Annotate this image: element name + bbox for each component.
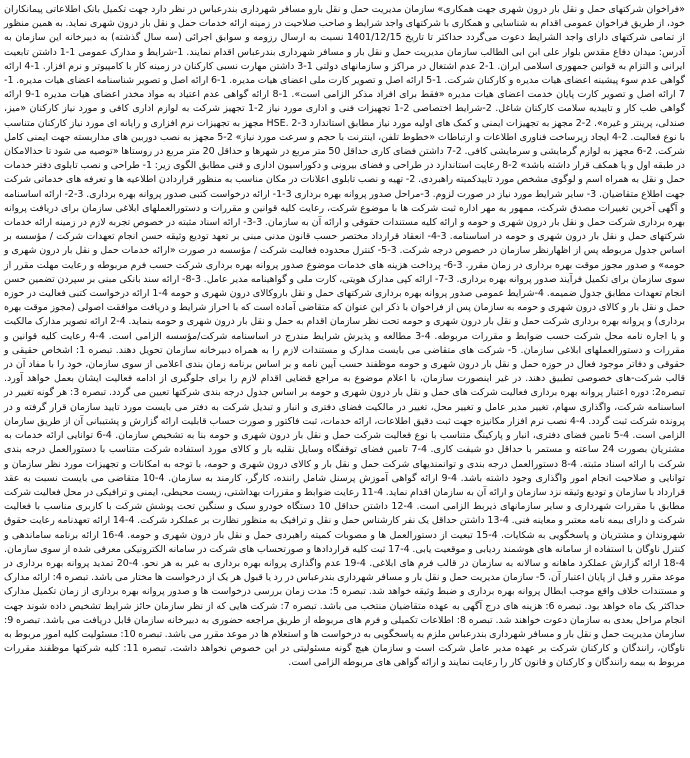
notice-body-text: «فراخوان شرکتهای حمل و نقل بار درون شهری جهت همکاری» سازمان مدیریت حمل و نقل بارو مسافر شهرداری بندرعباس در نظر دارد جهت تکمیل بانک اطلاعاتی پیمانکاران خود، از طریق فراخوان عمومی اقدام به شناسایی و همکاری با شرکتهای واجد شرایط و صاحب صلاحیت در زمینه ارائه خدمات حمل و نقل بار درون شهری نماید. به همین منظور از تمامی شرکتهای دارای واجد الشرایط دعوت می‌گردد حداکثر تا تاریخ 1401/12/15 نسبت به ارسال رزومه و سوابق اجرائی (سه سال گذشته) به دبیرخانه این سازمان به آدرس: میدان دفاع مقدس بلوار علی ابن ابی الطالب سازمان مدیریت حمل و نقل بار و مسافر شهرداری بندرعباس اقدام نمایند. 1-شرایط و مدارک عمومی 1-1 داشتن تابعیت ایرانی و التزام به قوانین جمهوری اسلامی ایران. 1-2 عدم اشتغال در مراکز و سازمانهای دولتی 1-3 داشتن مهارت نسبی کارکنان در زمینه کار با کامپیوتر و نرم افزار. 1-4 ارائه گواهی عدم سوء پیشینه اعضای هیات مدیره و کارکنان شرکت. 1-5 ارائه اصل و تصویر کارت ملی اعضای هیات مدیره. 1-6 ارائه اصل و تصویر شناسنامه اعضای هیات مدیره. 1-7 ارائه اصل و تصویر کارت پایان خدمت اعضای هیات مدیره «فقط برای افراد مذکر الزامی است». 1-8 ارائه گواهی عدم اعتیاد به مواد مخدر اعضای هیات مدیره 1-9 ارائه گواهی طب کار و تاییدیه سلامت کارکنان شاغل. 2-شرایط اختصاصی 2-1 تجهیزات فنی و اداری مورد نیاز 2-1 تجهیز شرکت به لوازم اداری کافی و مورد نیاز کارکنان «میز، صندلی، پرینتر و غیره». 2-2 مجهز به تجهیزات ایمنی و کمک های اولیه مورد نیاز مطابق استاندارد HSE. 2-3 مجهز به تجهیزات نرم افزاری و رایانه ای مورد نیاز کارکنان متناسب با نوع فعالیت. 2-4 ایجاد زیرساخت فناوری اطلاعات و ارتباطات «خطوط تلفن، اینترنت با حجم و سرعت مورد نیاز» 2-5 مجهز به نصب دوربین های مداربسته جهت ایمنی کامل شرکت. 2-6 مجهز به لوازم گرمایشی و سرمایشی کافی. 2-7 داشتن فضای کاری حداقل 50 متر مربع در شهرها و حداقل 20 متر مربع در روستاها «توصیه می شود تا حدالامکان در طبقه اول و یا همکف قرار داشته باشد» 2-8 رعایت استاندارد در طراحی و فضای بیرونی و دکوراسیون اداری و فنی مطابق الگوی زیر: 1- طراحی و نصب تابلوی دفتر خدمات حمل و نقل به همراه اسم و لوگوی مشخص مورد تاییدکمیته راهبردی. 2- تهیه و نصب تابلوی اعلانات در مکان مناسب به منظور قراردادن اطلاعیه ها و تعرفه های خدماتی شرکت جهت اطلاع متقاضیان. 3- سایر شرایط مورد نیاز در صورت لزوم. 3-مراحل صدور پروانه بهره برداری 3-1- ارائه درخواست کتبی صدور پروانه بهره برداری. 3-2- ارائه اساسنامه و آگهی آخرین تغییرات مصدق شرکت، ممهور به مهر اداره ثبت شرکت ها با موضوع شرکت، رعایت کلیه قوانین و مقررات و دستورالعملهای ابلاغی سازمان برای دریافت پروانه بهره برداری شرکت حمل و نقل بار درون شهری و حومه و ارائه کلیه مستندات حقوقی و ارائه آن به سازمان. 3-3- ارائه اسناد مثبته در خصوص تجربه لازم در زمینه ارائه خدمات شرکتهای حمل و نقل بار درون شهری و حومه در اساسنامه. 3-4- انعقاد قرارداد مختصر حسب قانون مدنی مبنی بر تعهد تودیع وثیقه حسن انجام تعهدات شرکت / مؤسسه بر اساس جدول مربوطه پس از اظهارنظر سازمان در خصوص درجه شرکت. 3-5- کنترل محدوده فعالیت شرکت / مؤسسه در صورت «ارائه خدمات حمل و نقل بار درون شهری و حومه» و صدور مجوز موقت بهره برداری در زمان مقرر. 3-6- پرداخت هزینه های خدمات موضوع صدور پروانه بهره برداری شرکت حسب فرم مربوطه و رعایت مهلت مقرر از سوی سازمان برای تکمیل فرآیند صدور پروانه بهره برداری. 3-7- ارائه کپی مدارک هویتی، کارت ملی و گواهینامه مدیر عامل. 3-8- ارائه سند بانکی مبنی بر سپردن تضمین حسن انجام تعهدات مطابق جدول ضمیمه. 4-شرایط عمومی صدور پروانه بهره برداری شرکتهای حمل و نقل باروکالای درون شهری و حومه 4-1 ارائه درخواست کتبی فعالیت در حوزه حمل و نقل بار و کالای درون شهری و حومه به سازمان پس از فراخوان با ذکر این عنوان که متقاضی آماده است که با احراز شرایط و دریافت موافقت اصولی (مجوز موقت بهره برداری) و پروانه بهره برداری شرکت حمل و نقل بار درون شهری و حومه تحت نظر سازمان اقدام به حمل و نقل بار درون شهری و حومه بنماید. 4-2 ارائه تصویر مدارک مالکیت و یا اجاره نامه محل شرکت حسب ضوابط و مقررات مربوطه. 4-3 مطالعه و پذیرش شرایط مندرج در اساسنامه شرکت/مؤسسه الزامی است. 4-4 رعایت کلیه قوانین و مقررات و دستورالعملهای ابلاغی سازمان. 5- شرکت های متقاضی می بایست مدارک و مستندات لازم را به همراه دبیرخانه سازمان تحویل دهند. تبصره 1: اشخاص حقیقی و حقوقی و دفاتر موجود فعال در حوزه حمل و نقل بار درون شهری و حومه موظفند حسب آیین نامه و بر اساس برنامه زمان بندی اعلامی از سوی سازمان، خود را با مفاد آن در قالب شرکت-های خصوصی تطبیق دهند. در غیر اینصورت سازمان، با اعلام موضوع به مراجع قضایی اقدام لازم را برای جلوگیری از ادامه فعالیت ایشان بعمل خواهد آورد. تبصره2: دوره اعتبار پروانه بهره برداری فعالیت شرکت های حمل و نقل بار درون شهری و حومه بر اساس جدول درجه بندی شرکتها تعیین می گردد. تبصره 3: هر گونه تغییر در اساسنامه شرکت، واگذاری سهام، تغییر مدیر عامل و تغییر محل، تغییر در مالکیت فضای دفتری و انبار و تبدیل شرکت به دفتر می بایست مورد تایید سازمان قرار گرفته و در پرونده شرکت ثبت گردد. 4-4 نصب نرم افزار مکانیزه جهت ثبت دقیق اطلاعات، ارائه خدمات، ثبت فاکتور و صورت حساب قابلیت ارائه گزارش و پشتیبانی آن از طریق سازمان الزامی است. 4-5 تامین فضای دفتری، انبار و پارکینگ متناسب با نوع فعالیت شرکت حمل و نقل بار درون شهری و حومه بنا به تشخیص سازمان. 4-6 توانایی ارائه خدمات به مشتریان بصورت 24 ساعته و مستمر با حداقل دو شیفت کاری. 4-7 تامین فضای توقفگاه وسایل نقلیه بار و کالای مورد استفاده شرکت متناسب با دستورالعمل درجه بندی شرکت با ارائه اسناد مثبته. 4-8 دستورالعمل درجه بندی و توانمندیهای شرکت حمل و نقل بار و کالای درون شهری و حومه، با توجه به امکانات و تجهیزات مورد نظر سازمان و توانایی و صلاحیت انجام امور واگذاری وجود داشته باشد. 4-9 ارائه گواهی آموزش پرسنل شامل راننده، کارگر، کارمند به سازمان. 4-10 متقاضی می بایست نسبت به عقد قرارداد با سازمان و تودیع وثیقه نزد سازمان و ارائه آن به سازمان اقدام نماید. 4-11 رعایت ضوابط و مقررات بهداشتی، زیست محیطی، ایمنی و ترافیکی در محل فعالیت شرکت مطابق با مقررات شهرداری و سایر سازمانهای ذیربط الزامی است. 4-12 داشتن حداقل 10 دستگاه خودرو سبک و سنگین تحت پوشش شرکت با کاربری مناسب با فعالیت شرکت و دارای بیمه نامه معتبر و معاینه فنی. 4-13 داشتن حداقل یک نفر کارشناس حمل و نقل و ترافیک به منظور نظارت بر عملکرد شرکت. 4-14 ارائه تعهدنامه رعایت حقوق شهروندان و مشتریان و پاسخگویی به شکایات. 4-15 تبعیت از دستورالعمل ها و مصوبات کمیته راهبردی حمل و نقل بار درون شهری و حومه. 4-16 ارائه برنامه ساماندهی و کنترل ناوگان با استفاده از سامانه های هوشمند ردیابی و موقعیت یابی. 4-17 ثبت کلیه قراردادها و صورتحساب های شرکت در سامانه الکترونیکی معرفی شده از سوی سازمان. 4-18 ارائه گزارش عملکرد ماهانه و سالانه به سازمان در قالب فرم های ابلاغی. 4-19 عدم واگذاری پروانه بهره برداری به غیر به هر نحو. 4-20 تمدید پروانه بهره برداری در موعد مقرر و قبل از پایان اعتبار آن. 5- سازمان مدیریت حمل و نقل بار و مسافر شهرداری بندرعباس در رد یا قبول هر یک از درخواست ها مختار می باشد. تبصره 4: ارائه مدارک و مستندات خلاف واقع موجب ابطال پروانه بهره برداری و ضبط وثیقه خواهد شد. تبصره 5: مدت زمان بررسی درخواست ها و صدور پروانه بهره برداری از زمان تکمیل مدارک حداکثر یک ماه خواهد بود. تبصره 6: هزینه های درج آگهی به عهده متقاضیان منتخب می باشد. تبصره 7: شرکت هایی که از نظر سازمان حائز شرایط تشخیص داده شوند جهت انجام مراحل بعدی به سازمان دعوت خواهند شد. تبصره 8: اطلاعات تکمیلی و فرم های مربوطه از طریق مراجعه حضوری به دبیرخانه سازمان قابل دریافت می باشد. تبصره 9: سازمان مدیریت حمل و نقل بار و مسافر شهرداری بندرعباس ملزم به پاسخگویی به درخواست ها و استعلام ها در موعد مقرر می باشد. تبصره 10: مسئولیت کلیه امور مربوط به ناوگان، رانندگان و کارکنان شرکت بر عهده مدیر عامل شرکت است و سازمان هیچ گونه مسئولیتی در این خصوص نخواهد داشت. تبصره 11: کلیه شرکتها موظفند مقررات مربوط به بیمه رانندگان و کارکنان و قانون کار را رعایت نمایند و ارائه گواهی های مربوطه الزامی است.: [4, 4, 686, 669]
